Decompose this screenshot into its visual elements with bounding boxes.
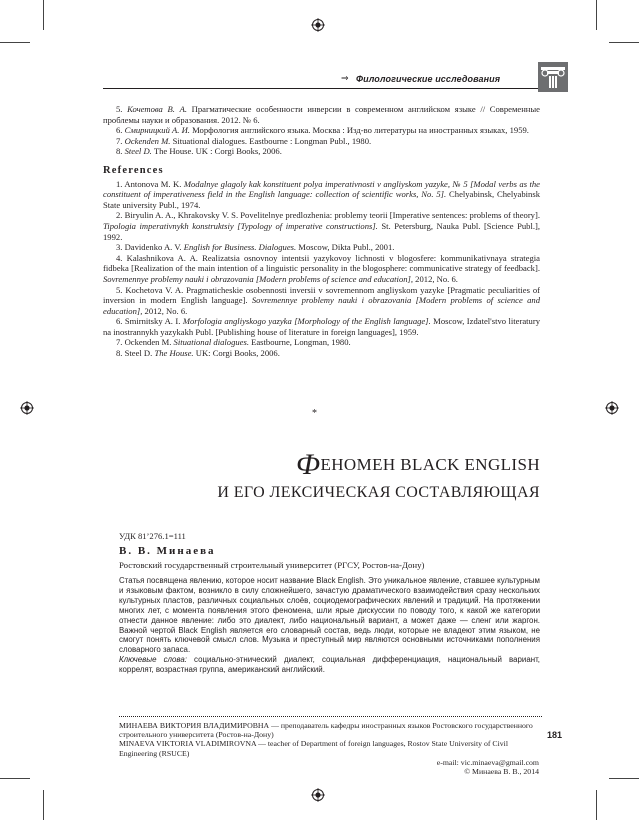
crop-mark — [596, 790, 597, 820]
crop-mark — [43, 0, 44, 30]
reference-item: 3. Davidenko A. V. English for Business. Dialogues. Moscow, Dikta Publ., 2001. — [116, 242, 395, 253]
reference-item: 7. Ockenden M. Situational dialogues. Eastbourne : Longman Publ., 1980. — [116, 135, 372, 146]
author-name: В. В. Минаева — [119, 545, 216, 557]
reference-item: 6. Smirnitsky A. I. Morfologia angliyskogo yazyka [Morphology of the English language]. Moscow, Izdatel'stvo literatury na inostrannykh yazykakh Publ. [Publishing house of literature in foreign languages], 1959. — [103, 316, 540, 337]
crop-mark — [43, 790, 44, 820]
abstract-text: Статья посвящена явлению, которое носит название Black English. Это уникальное явление, ставшее культурным и языковым фактом, возникло в силу сложнейшего, зачастую драматического взаимодействия сразу нескольких культурных пластов, различных социальных слоёв, социодемографических явлений и традиций. На протяжении многих лет, с момента появления этого феномена, шли ярые дискуссии по поводу того, к какой же категории отнести данное явление: либо это диалект, либо национальный вариант, а может даже — сленг или жаргон. Важной чертой Black English является его словарный состав, ведь люди, которые не владеют этим языком, не смогут понять ключевой смысл слов. Музыка и преступный мир являются основными источниками пополнения словарного запаса. — [119, 576, 540, 655]
keywords — [119, 655, 540, 675]
references-section — [103, 104, 540, 359]
column-capital-logo-icon — [538, 62, 568, 92]
crop-mark — [0, 42, 30, 43]
running-header — [103, 74, 543, 88]
author-footnote — [119, 721, 539, 776]
article-title — [100, 448, 540, 504]
title-line-2: И ЕГО ЛЕКСИЧЕСКАЯ СОСТАВЛЯЮЩАЯ — [217, 484, 540, 501]
crop-mark — [609, 778, 639, 779]
reference-item: 7. Ockenden M. Situational dialogues. Eastbourne, Longman, 1980. — [116, 337, 351, 348]
reference-item: 5. Кочетова В. А. Прагматические особенности инверсии в современном английском языке // Современные проблемы науки и образования. 2012. № 6. — [103, 104, 540, 125]
references-heading: References — [103, 164, 164, 176]
author-info-ru: МИНАЕВА ВИКТОРИЯ ВЛАДИМИРОВНА — преподаватель кафедры иностранных языков Ростовского государственного строительного университета (Ростов-на-Дону) — [119, 721, 533, 740]
arrow-icon: ⇒ — [341, 74, 349, 84]
registration-mark-top — [311, 18, 325, 32]
udc-code: УДК 81’276.1=111 — [119, 531, 186, 541]
reference-item: 2. Biryulin A. A., Khrakovsky V. S. Povelitelnye predlozhenia: problemy teorii [Imperative sentences: problems of theory]. Tipologia imperativnykh konstruktsiy [Typology of imperative constructions]. St. Petersburg, Nauka Publ. [Science Publ.], 1992. — [103, 210, 540, 242]
reference-item: 5. Kochetova V. A. Pragmaticheskie osobennosti inversii v sovremennom angliyskom yazyke [Pragmatic peculiarities of inversion in modern English language]. Sovremennye problemy nauki i obrazovania [Modern problems of science and education], 2012, No. 6. — [103, 284, 540, 316]
section-title: Филологические исследования — [356, 74, 501, 84]
keywords-label: Ключевые слова: — [119, 655, 187, 665]
crop-mark — [0, 778, 30, 779]
page-number: 181 — [547, 730, 563, 740]
registration-mark-bottom — [311, 788, 325, 802]
author-email: e-mail: vic.minaeva@gmail.com — [436, 757, 539, 767]
reference-item: 6. Смирницкий А. И. Морфология английского языка. Москва : Изд-во литературы на иностранных языках, 1959. — [116, 125, 529, 136]
reference-item: 1. Antonova M. K. Modalnye glagoly kak konstituent polya imperativnosti v angliyskom yazyke, № 5 [Modal verbs as the constituent of imperativeness field in the English language: collection of scientific works, No. 5]. Chelyabinsk, Chelyabinsk State university Publ., 1974. — [103, 178, 540, 210]
section-separator: * — [312, 408, 317, 419]
registration-mark-left — [20, 401, 34, 415]
title-initial: Ф — [295, 448, 321, 481]
author-info-en: MINAEVA VIKTORIA VLADIMIROVNA — teacher of Department of foreign languages, Rostov State University of Civil Engineering (RSUCE) — [119, 739, 509, 758]
reference-item: 8. Steel D. The House. UK : Corgi Books, 2006. — [116, 146, 282, 157]
footnote-divider — [119, 716, 542, 717]
crop-mark — [609, 42, 639, 43]
abstract — [119, 576, 540, 675]
author-affiliation: Ростовский государственный строительный университет (РГСУ, Ростов-на-Дону) — [119, 560, 425, 570]
title-line-1: ЕНОМЕН BLACK ENGLISH — [320, 455, 540, 474]
copyright: © Минаева В. В., 2014 — [464, 767, 539, 777]
registration-mark-right — [605, 401, 619, 415]
crop-mark — [596, 0, 597, 30]
reference-item: 8. Steel D. The House. UK: Corgi Books, 2006. — [116, 348, 280, 359]
keywords-text: социально-этнический диалект, социальная дифференциация, национальный вариант, коррелят, возрастная группа, американский английский. — [119, 655, 540, 675]
reference-item: 4. Kalashnikova A. A. Realizatsia osnovnoy intentsii yazykovoy lichnosti v blogosfere: kommunikativnaya strategia fidbeka [Realization of the main intention of a linguistic personality in the blogosphere: communicative strategy of feedback]. Sovremennye problemy nauki i obrazovania [Modern problems of science and education], 2012, No. 6. — [103, 252, 540, 284]
header-rule — [103, 88, 543, 89]
